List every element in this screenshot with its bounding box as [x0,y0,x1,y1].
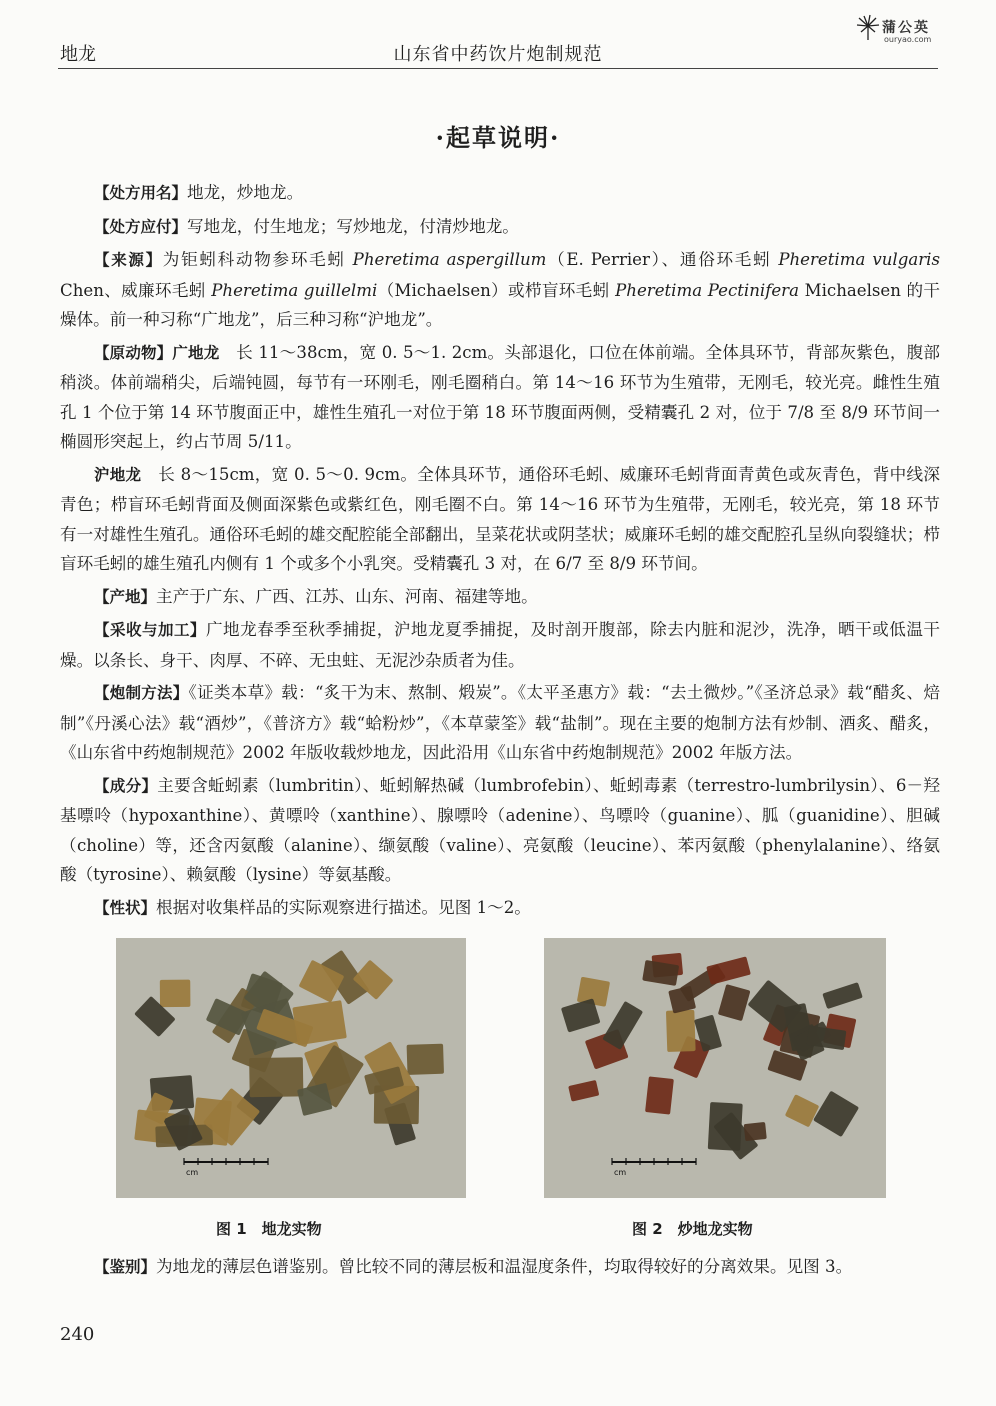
paragraph-original-animal [60,338,940,457]
publisher-logo [856,14,942,48]
label: 【采收与加工】 [94,621,206,639]
page-number: 240 [60,1324,95,1345]
latin-name: Pheretima guillelmi [211,280,378,300]
scale-unit-label: cm [186,1168,199,1177]
scale-unit-label: cm [614,1168,627,1177]
figure-2-caption: 图 2 炒地龙实物 [632,1220,753,1238]
specimen-piece [666,1010,696,1052]
paragraph-identification [60,1252,940,1283]
section-title: ·起草说明· [435,123,561,152]
dandelion-logo-icon [856,14,880,42]
body-text [60,178,940,923]
figure-fried-dilong-photo [544,938,886,1198]
figure-dilong-photo [116,938,466,1198]
paragraph-prescription-name [60,178,940,209]
label: 沪地龙 [94,465,142,484]
text: Michaelsen 的干燥体。前一种习称“广地龙”，后三种习称“沪地龙”。 [60,280,941,329]
paragraph-source [60,245,940,335]
body-text-continued [60,1252,940,1283]
text: Chen、威廉环毛蚓 [60,280,212,300]
latin-name: Pheretima Pectinifera [615,280,800,300]
paragraph-processing-method [60,678,940,768]
specimen-piece [249,1057,303,1097]
specimen-piece [645,1076,674,1114]
text: 《证类本草》载：“炙干为末、熬制、煅炭”。《太平圣惠方》载：“去土微炒。”《圣济总录》载“醋炙、焙制”《丹溪心法》载“酒炒”，《普济方》载“蛤粉炒”，《本草蒙筌》载“盐制”。现在主要的炮制方法有炒制、酒炙、醋炙，《山东省中药炮制规范》2002 年版收载炒地龙，因此沿用《山东省中药炮制规范》2002 年版方法。 [60,683,940,762]
text: 长 11～38cm，宽 0. 5～1. 2cm。头部退化，口位在体前端。全体具环节，背部灰紫色，腹部稍淡。体前端稍尖，后端钝圆，每节有一环刚毛，刚毛圈稍白。第 14～16 环节为生殖带，无刚毛，较光亮。雌性生殖孔 1 个位于第 14 环节腹面正中，雄性生殖孔一对位于第 18 环节腹面两侧，受精囊孔 2 对，位于 7/8 至 8/9 环节间一椭圆形突起上，约占节周 5/11。 [60,342,940,451]
figure-1-caption: 图 1 地龙实物 [216,1220,322,1238]
paragraph-hu-dilong [60,460,940,579]
specimen-piece [407,1044,444,1075]
text: 主要含蚯蚓素（lumbritin）、蚯蚓解热碱（lumbrofebin）、蚯蚓毒素（terrestro-lumbrilysin）、6－羟基嘌呤（hypoxanthine）、黄嘌呤（xanthine）、腺嘌呤（adenine）、鸟嘌呤（guanine）、胍（guanidine）、胆碱（choline）等，还含丙氨酸（alanine）、缬氨酸（valine）、亮氨酸（leucine）、苯丙氨酸（phenylalanine）、络氨酸（tyrosine）、赖氨酸（lysine）等氨基酸。 [60,775,940,884]
specimen-piece [708,1102,743,1151]
header-section-name: 地龙 [60,44,96,65]
latin-name: Pheretima aspergillum [352,250,547,269]
label: 【处方应付】 [94,217,188,236]
logo-url: ouryao.com [884,35,932,44]
label: 【来源】 [94,251,163,269]
text: 长 8～15cm，宽 0. 5～0. 9cm。全体具环节，通俗环毛蚓、威廉环毛蚓背面青黄色或灰青色，背中线深青色；栉盲环毛蚓背面及侧面深紫色或紫红色，刚毛圈不白。第 14～16 环节为生殖带，无刚毛，较光亮，第 18 环节有一对雄性生殖孔。通俗环毛蚓的雄交配腔能全部翻出，呈菜花状或阴茎状；威廉环毛蚓的雄交配腔孔呈纵向裂缝状；栉盲环毛蚓的雄生殖孔内侧有 1 个或多个小乳突。受精囊孔 3 对，在 6/7 至 8/9 环节间。 [60,464,940,573]
latin-name: Pheretima vulgaris [778,250,940,269]
label: 【成分】 [94,776,158,795]
text: 写地龙，付生地龙；写炒地龙，付清炒地龙。 [187,216,519,236]
label: 【原动物】广地龙 [94,343,220,362]
figure-row [116,938,886,1208]
paragraph-characteristics [60,893,940,924]
logo-name: 蒲公英 [882,20,930,36]
text: 广地龙春季至秋季捕捉，沪地龙夏季捕捉，及时剖开腹部，除去内脏和泥沙，洗净，晒干或低温干燥。以条长、身干、肉厚、不碎、无虫蛀、无泥沙杂质者为佳。 [60,620,940,670]
label: 【炮制方法】 [94,684,189,702]
paragraph-composition [60,771,940,890]
label: 【性状】 [94,898,157,917]
fried-dilong-specimen-image [544,938,886,1198]
label: 【产地】 [94,587,157,606]
label: 【处方用名】 [94,184,188,202]
text: 为地龙的薄层色谱鉴别。曾比较不同的薄层板和温湿度条件，均取得较好的分离效果。见图 3。 [156,1257,853,1276]
specimen-piece [160,980,191,1007]
running-header [58,34,938,69]
text: （E. Perrier）、通俗环毛蚓 [546,250,779,269]
specimen-piece [744,1122,767,1141]
text: 地龙，炒地龙。 [187,183,304,202]
dilong-specimen-image [116,938,466,1198]
paragraph-prescription-dispense [60,212,940,243]
text: 主产于广东、广西、江苏、山东、河南、福建等地。 [156,586,538,606]
header-book-title: 山东省中药饮片炮制规范 [393,44,603,65]
specimen-piece [292,1000,347,1045]
text: （Michaelsen）或栉盲环毛蚓 [377,280,616,300]
text: 为钜蚓科动物参环毛蚓 [162,250,353,269]
text: 根据对收集样品的实际观察进行描述。见图 1～2。 [156,897,531,917]
label: 【鉴别】 [94,1258,157,1276]
paragraph-harvest [60,615,940,675]
paragraph-origin [60,582,940,613]
